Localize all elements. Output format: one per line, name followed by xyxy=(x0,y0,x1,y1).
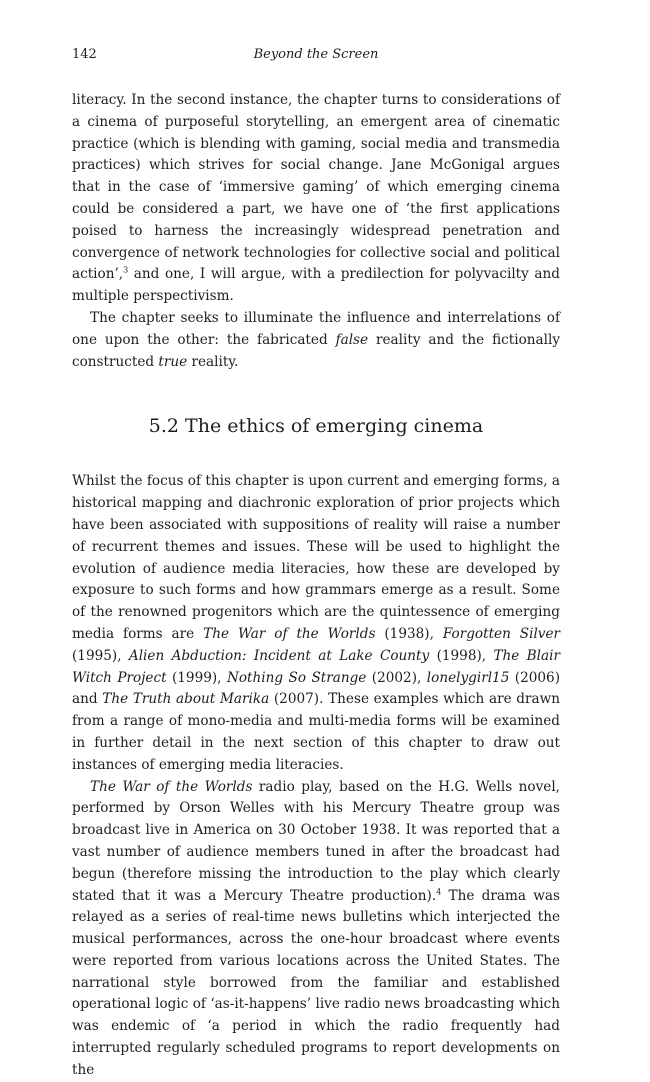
page-number: 142 xyxy=(72,47,97,62)
paragraph: literacy. In the second instance, the chapter turns to considerations of a cinema of purposeful storytelling, an emergent area of cinematic practice (which is blending with gaming, social media and transmedia practices) which strives for social change. Jane McGonigal argues that in the case of ‘immersive gaming’ of which emerging cinema could be considered a part, we have one of ‘the first applications poised to harness the increasingly widespread penetration and convergence of network technologies for collective social and political action’,$^3$ and one, I will argue, with a predilection for polyvacilty and multiple perspectivism. xyxy=(72,92,560,305)
paragraph: The chapter seeks to illuminate the influence and interrelations of one upon the other: the fabricated false reality and the fictionally constructed true reality. xyxy=(72,309,560,370)
body-text xyxy=(72,90,560,1082)
paragraph: The War of the Worlds radio play, based on the H.G. Wells novel, performed by Orson Welles with his Mercury Theatre group was broadcast live in America on 30 October 1938. It was reported that a vast number of audience members tuned in after the broadcast had begun (therefore missing the introduction to the play which clearly stated that it was a Mercury Theatre production).$^4$ The drama was relayed as a series of real-time news bulletins which interjected the musical performances, across the one-hour broadcast where events were reported from various locations across the United States. The narrational style borrowed from the familiar and established operational logic of ‘as-it-happens’ live radio news broadcasting which was endemic of ‘a period in which the radio frequently had interrupted regularly scheduled programs to report developments on the xyxy=(72,778,560,1078)
paragraph: Whilst the focus of this chapter is upon current and emerging forms, a historical mapping and diachronic exploration of prior projects which have been associated with suppositions of reality will raise a number of recurrent themes and issues. These will be used to highlight the evolution of audience media literacies, how these are developed by exposure to such forms and how grammars emerge as a result. Some of the renowned progenitors which are the quintessence of emerging media forms are The War of the Worlds (1938), Forgotten Silver (1995), Alien Abduction: Incident at Lake County (1998), The Blair Witch Project (1999), Nothing So Strange (2002), lonelygirl15 (2006) and The Truth about Marika (2007). These examples which are drawn from a range of mono-media and multi-media forms will be examined in further detail in the next section of this chapter to draw out instances of emerging media literacies. xyxy=(72,473,561,773)
section-heading: 5.2 The ethics of emerging cinema xyxy=(148,415,484,438)
running-title: Beyond the Screen xyxy=(253,47,379,62)
page-header xyxy=(72,47,560,67)
footnote-marker: 3 xyxy=(123,265,129,275)
footnote-marker: 4 xyxy=(436,886,442,896)
